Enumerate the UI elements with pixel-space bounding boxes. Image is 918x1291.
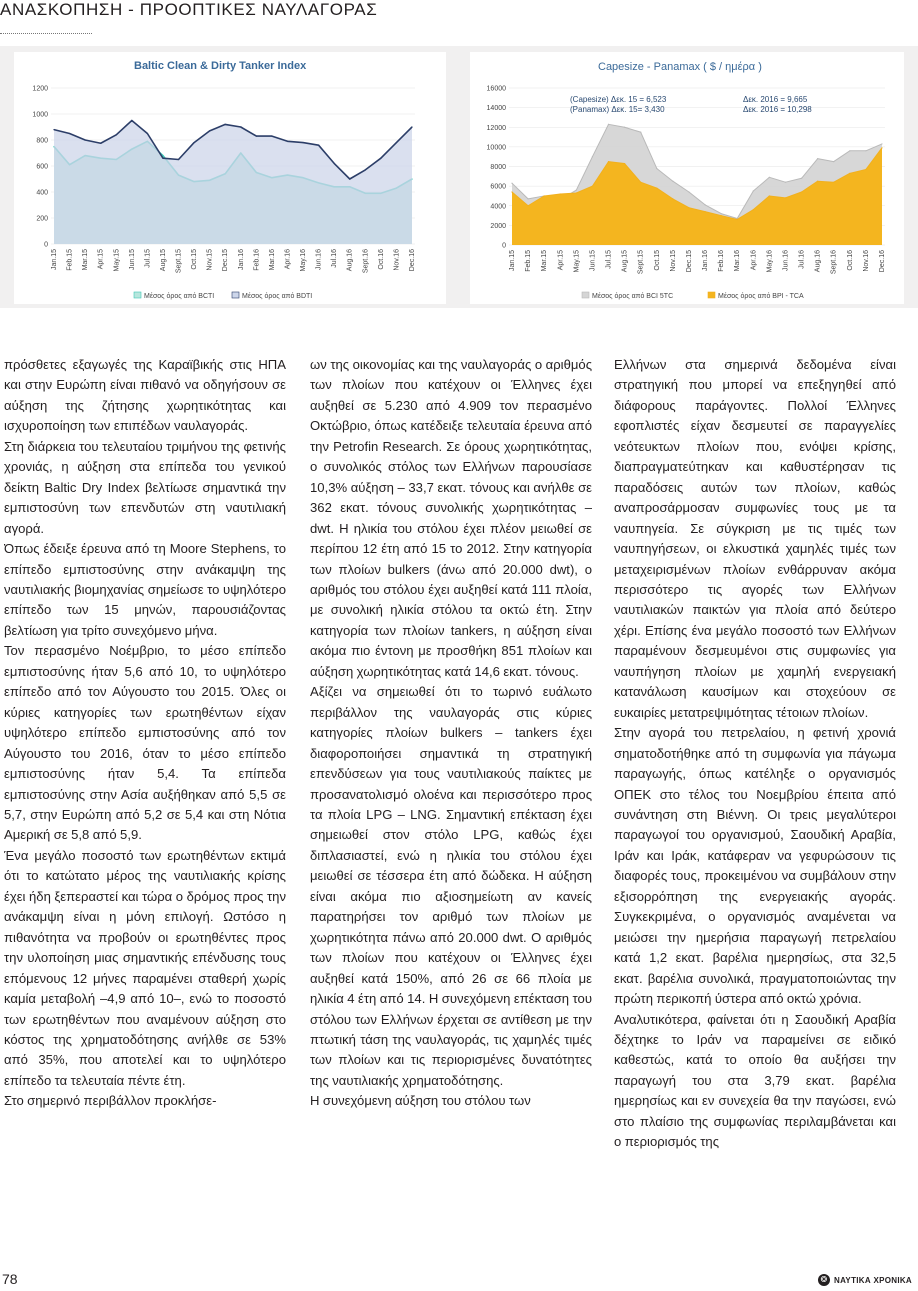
x-tick-label: Jan.15 (51, 249, 58, 271)
data-point (721, 213, 722, 214)
x-tick-label: Dec.16 (879, 250, 886, 273)
article-column-1 (4, 355, 286, 1260)
data-point (865, 169, 866, 170)
data-point (147, 133, 148, 134)
y-tick-label: 1000 (32, 111, 48, 119)
data-point (162, 155, 163, 156)
brand-logo-icon: ❂ (818, 1274, 830, 1286)
data-point (817, 181, 818, 182)
data-point (624, 163, 625, 164)
data-point (849, 150, 850, 151)
data-point (511, 191, 512, 192)
x-tick-label: Jan.16 (237, 249, 245, 271)
baltic-tanker-chart-svg (14, 52, 446, 304)
data-point (69, 133, 70, 134)
x-tick-label: Sept.15 (637, 250, 645, 275)
x-tick-label: Aug.16 (814, 250, 822, 273)
data-point (833, 182, 834, 183)
data-point (785, 197, 786, 198)
data-point (396, 142, 397, 143)
data-point (116, 134, 117, 135)
legend-swatch (582, 292, 589, 298)
x-tick-label: Feb.16 (718, 250, 726, 272)
x-tick-label: Jun.15 (128, 249, 136, 271)
x-tick-label: Feb.15 (525, 250, 533, 272)
y-tick-label: 0 (44, 241, 48, 249)
data-point (592, 156, 593, 157)
dec16-annotation-b: Δεκ. 2016 = 10,298 (743, 105, 812, 114)
data-point (881, 143, 882, 144)
x-tick-label: Oct.16 (846, 250, 854, 271)
page-number: 78 (2, 1271, 18, 1287)
data-point (511, 183, 512, 184)
x-tick-label: Aug.15 (159, 249, 167, 272)
x-tick-label: May.15 (113, 249, 121, 272)
x-tick-label: Nov.15 (206, 249, 214, 271)
chart-title: Capesize - Panamax ( $ / ημέρα ) (598, 61, 762, 73)
x-tick-label: Nov.16 (862, 250, 870, 272)
paragraph: Στη διάρκεια του τελευταίου τριμήνου της φετινής χρονιάς, η αύξηση στα επίπεδα του γενικού δείκτη Baltic Dry Index βελτίωσε σημαντικά την εμπιστοσύνη των επενδυτών στη ναυτιλιακή αγορά. (4, 438, 286, 536)
x-tick-label: Nov.16 (393, 249, 401, 271)
x-tick-label: Mar.15 (541, 250, 549, 272)
data-point (256, 136, 257, 137)
data-point (53, 129, 54, 130)
header-divider (0, 33, 92, 34)
x-tick-label: Jul.15 (144, 249, 152, 268)
article-column-2 (310, 355, 592, 1260)
x-tick-label: Feb.16 (253, 249, 261, 271)
data-point (688, 191, 689, 192)
y-tick-label: 10000 (486, 144, 506, 152)
x-tick-label: Apr.16 (750, 250, 758, 271)
capesize-panamax-chart-svg (470, 52, 904, 304)
y-tick-label: 14000 (486, 105, 506, 113)
brand-name: ΝΑΥΤΙΚΑ ΧΡΟΝΙΚΑ (834, 1275, 912, 1285)
x-tick-label: Oct.15 (191, 249, 199, 270)
capesize-panamax-chart (470, 52, 904, 304)
x-tick-label: Mar.16 (268, 249, 276, 271)
footer-brand (818, 1274, 912, 1286)
x-tick-label: Apr.16 (284, 249, 292, 270)
data-point (411, 126, 412, 127)
data-point (162, 158, 163, 159)
x-tick-label: Feb.15 (66, 249, 74, 271)
data-point (721, 215, 722, 216)
y-tick-label: 1200 (32, 85, 48, 93)
x-tick-label: Sept.15 (175, 249, 183, 274)
paragraph: ων της οικονομίας και της ναυλαγοράς ο αριθμός των πλοίων που κατέχουν οι Έλληνες έχει αυξηθεί σε 5.230 από 4.909 τον περασμένο Οκτώβριο, όπως κατέδειξε τελευταία έρευνα από την Petrofin Research. Σε όρους χωρητικότητας, ο συνολικός στόλος των Ελλήνων παρουσίασε 10,3% αύξηση – 33,7 εκατ. τόνους και ανήλθε σε 362 εκατ. τόνους συνολικής χωρητικότητας – dwt. Η ηλικία του στόλου έχει πλέον μειωθεί σε περίπου 12 έτη από 15 το 2012. Στην κατηγορία των πλοίων bulkers (άνω από 20.000 dwt), ο αριθμός του στόλου έχει αυξηθεί κατά 111 πλοία, με συνολική ηλικία στόλου τα οκτώ έτη. Στην κατηγορία των πλοίων tankers, η αύξηση είναι ακόμα πιο έντονη με προσθήκη 851 πλοίων και αύξηση χωρητικότητας κατά 14,6 εκατ. τόνους. (310, 357, 592, 679)
x-tick-label: Mar.16 (734, 250, 742, 272)
y-tick-label: 8000 (490, 164, 506, 171)
legend-label: Μέσος όρος από BPI - TCA (718, 293, 804, 300)
y-tick-label: 400 (36, 189, 48, 197)
data-point (704, 204, 705, 205)
x-tick-label: Aug.16 (346, 249, 354, 272)
x-tick-label: Jun.16 (782, 250, 790, 272)
y-tick-label: 0 (502, 242, 506, 250)
capesize-dec15-annotation: (Capesize) Δεκ. 15 = 6,523 (570, 95, 667, 104)
data-point (302, 142, 303, 143)
panamax-dec15-annotation: (Panamax) Δεκ. 15= 3,430 (570, 105, 665, 114)
x-tick-label: May.16 (766, 250, 774, 273)
legend-label: Μέσος όρος από BCTI (144, 293, 215, 300)
y-tick-label: 800 (36, 137, 48, 145)
x-tick-label: Jan.16 (702, 249, 710, 272)
x-tick-label: Oct.15 (653, 250, 661, 271)
data-point (833, 161, 834, 162)
data-point (178, 159, 179, 160)
baltic-tanker-chart (14, 52, 446, 304)
data-point (849, 173, 850, 174)
data-point (737, 219, 738, 220)
data-point (225, 124, 226, 125)
paragraph: Ένα μεγάλο ποσοστό των ερωτηθέντων εκτιμά ότι το κατώτατο μέρος της ναυτιλιακής κρίσης έχει ήδη ξεπεραστεί και τώρα ο δρόμος προς την ανάκαμψη είναι η μόνη επιλογή. Ωστόσο η πιθανότητα να προβούν οι ερωτηθέντες προς την υλοποίηση μιας σημαντικής επένδυσης τους επόμενους 12 μήνες παραμένει σταθερή χωρίς καμία μεταβολή –4,9 από 10–, ενώ το ποσοστό των ερωτηθέντων που αναμένουν αύξηση στο κόστος της χρηματοδότησης ανήλθε σε 53% από 35%, που αποτελεί και το υψηλότερο επίπεδο τα τελευταία πέντε έτη. (4, 847, 286, 1088)
x-tick-label: Dec.15 (685, 250, 693, 273)
paragraph: Όπως έδειξε έρευνα από τη Moore Stephens, το επίπεδο εμπιστοσύνης στην ανάκαμψη της ναυτιλιακής βιομηχανίας σημείωσε το υψηλότερο επίπεδο των 15 μηνών, παρουσιάζοντας βελτίωση για τρίτο συνεχόμενο μήνα. (4, 541, 286, 638)
x-tick-label: Jan.15 (509, 250, 516, 272)
data-point (624, 127, 625, 128)
data-point (576, 192, 577, 193)
data-point (318, 145, 319, 146)
data-point (769, 195, 770, 196)
data-point (193, 142, 194, 143)
data-point (592, 186, 593, 187)
paragraph: Στο σημερινό περιβάλλον προκλήσε- (4, 1093, 217, 1109)
x-tick-label: May.15 (573, 250, 581, 273)
data-point (640, 182, 641, 183)
section-title: ΑΝΑΣΚΟΠΗΣΗ - ΠΡΟΟΠΤΙΚΕΣ ΝΑΥΛΑΓΟΡΑΣ (0, 0, 378, 19)
paragraph: Αναλυτικότερα, φαίνεται ότι η Σαουδική Αραβία δέχτηκε το Ιράν να παραμείνει σε ειδικό καθεστώς, κατά το οποίο θα αυξήσει την παραγωγή του στα 3,79 εκατ. βαρέλια ημερησίως και εν συνεχεία θα την παγώσει, ενώ στο πλαίσιο της συμφωνίας περιλαμβάνεται και ο περιορισμός της (614, 1011, 896, 1150)
data-point (640, 132, 641, 133)
paragraph: Η συνεχόμενη αύξηση του στόλου των (310, 1093, 531, 1109)
x-tick-label: Nov.15 (669, 250, 677, 272)
data-point (688, 207, 689, 208)
legend-label: Μέσος όρος από BCI 5TC (592, 293, 674, 300)
x-tick-label: Jun.16 (315, 249, 323, 271)
data-point (287, 141, 288, 142)
paragraph: πρόσθετες εξαγωγές της Καραϊβικής στις ΗΠΑ και στην Ευρώπη είναι πιθανό να οδηγήσουν σε αύξηση της ζήτησης χωρητικότητας και ισχυροποίηση των επιπέδων ναυλαγοράς. (4, 357, 286, 434)
legend-label: Μέσος όρος από BDTI (242, 293, 313, 300)
data-point (544, 195, 545, 196)
y-tick-label: 4000 (490, 203, 506, 211)
article-column-3 (614, 355, 896, 1260)
data-point (672, 198, 673, 199)
data-point (334, 163, 335, 164)
data-point (271, 136, 272, 137)
data-point (608, 124, 609, 125)
x-tick-label: Apr.15 (557, 250, 565, 271)
y-tick-label: 12000 (486, 124, 506, 132)
data-point (85, 139, 86, 140)
data-point (608, 161, 609, 162)
x-tick-label: Sept.16 (830, 250, 838, 275)
x-tick-label: Jul.15 (605, 250, 613, 269)
x-tick-label: Sept.16 (362, 249, 370, 274)
data-point (349, 178, 350, 179)
legend-swatch (708, 292, 715, 298)
data-point (560, 193, 561, 194)
data-point (672, 181, 673, 182)
x-tick-label: May.16 (300, 249, 308, 272)
dec16-annotation-a: Δεκ. 2016 = 9,665 (743, 95, 808, 104)
data-point (801, 191, 802, 192)
paragraph: Αξίζει να σημειωθεί ότι το τωρινό ευάλωτο περιβάλλον της ναυλαγοράς στις κύριες κατηγορίες πλοίων bulkers – tankers έχει διαφοροποιήσει σημαντικά τη στρατηγική επενδύσεων για τους ναυτιλιακούς παίκτες με προσανατολισμό ολοένα και περισσότερο προς τα πλοία LPG – LNG. Σημαντική επέκταση έχει σημειωθεί στον στόλο LPG, καθώς έχει διπλασιαστεί, ενώ η ηλικία του στόλου έχει μειωθεί σε τέσσερα έτη από δώδεκα. Η αύξηση είναι ακόμα πιο αξιοσημείωτη αν κανείς παρατηρήσει τον αριθμό των πλοίων με χωρητικότητα πάνω από 20.000 dwt. Ο αριθμός των πλοίων που κατέχουν οι Έλληνες έχει αυξηθεί κατά 150%, από 26 σε 66 πλοία με ηλικία 4 έτη από 14. Η συνεχόμενη επέκταση του στόλου των Ελλήνων έρχεται σε αντίθεση με την πτωτική τάση της ναυλαγοράς, τις χαμηλές τιμές των πλοίων και τις περιορισμένες δυνατότητες της ναυτιλιακής χρηματοδότησης. (310, 684, 592, 1088)
data-point (704, 211, 705, 212)
data-point (576, 189, 577, 190)
data-point (527, 205, 528, 206)
x-tick-label: Dec.15 (222, 249, 230, 272)
x-tick-label: Dec.16 (409, 249, 416, 272)
paragraph: Στην αγορά του πετρελαίου, η φετινή χρονιά σηματοδοτήθηκε από τη συμφωνία για πάγωμα παραγωγής, όπως κατέληξε ο οργανισμός ΟΠΕΚ στο τέλος του Νοεμβρίου έπειτα από συνάντηση στη Βιέννη. Οι τρεις μεγαλύτεροι παραγωγοί του οργανισμού, Σαουδική Αραβία, Ιράν και Ιράκ, κατάφεραν να γεφυρώσουν τις διαφορές τους, προκειμένου να συμβάλουν στην εξισορρόπηση της ενεργειακής αγοράς. Συγκεκριμένα, ο οργανισμός αναμένεται να μειώσει την ημερήσια παραγωγή πετρελαίου κατά 1,2 εκατ. βαρέλια ημερησίως, στα 32,5 εκατ. βαρέλια συνολικά, πραγματοποιώντας την πρώτη περικοπή ύστερα από οκτώ χρόνια. (614, 725, 896, 1007)
legend-swatch (232, 292, 239, 298)
data-point (656, 187, 657, 188)
data-point (785, 182, 786, 183)
y-tick-label: 16000 (486, 85, 506, 93)
x-tick-label: Apr.15 (97, 249, 105, 270)
x-tick-label: Jul.16 (331, 249, 339, 268)
data-point (527, 198, 528, 199)
y-tick-label: 600 (36, 163, 48, 171)
paragraph: Τον περασμένο Νοέμβριο, το μέσο επίπεδο εμπιστοσύνης ήταν 5,6 από 10, το υψηλότερο επίπεδο από τον Αύγουστο του 2015. Όλες οι κύριες κατηγορίες των ερωτηθέντων είχαν υψηλότερο επίπεδο εμπιστοσύνης από τον Αύγουστο του 2016, όταν το μέσο επίπεδο εμπιστοσύνης ήταν 5,4. Τα επίπεδα εμπιστοσύνης στην Ασία αυξήθηκαν από 5,5 σε 5,7, στην Ευρώπη από 5,2 σε 5,4 και στη Νότια Αμερική σε 5,8 από 5,9. (4, 643, 286, 843)
x-tick-label: Aug.15 (621, 250, 629, 273)
data-point (817, 158, 818, 159)
y-tick-label: 6000 (490, 183, 506, 191)
x-tick-label: Oct.16 (377, 249, 385, 270)
x-tick-label: Jul.16 (798, 250, 806, 269)
data-point (753, 209, 754, 210)
data-point (769, 177, 770, 178)
data-point (801, 178, 802, 179)
data-point (380, 158, 381, 159)
data-point (131, 120, 132, 121)
x-tick-label: Jun.15 (589, 250, 597, 272)
data-point (865, 150, 866, 151)
y-tick-label: 200 (36, 215, 48, 223)
data-point (100, 143, 101, 144)
paragraph: Ελλήνων στα σημερινά δεδομένα είναι στρατηγική που μπορεί να επεξηγηθεί από διάφορους παράγοντες. Πολλοί Έλληνες εφοπλιστές είχαν δεσμευτεί σε παραγγελίες νεότευκτων πλοίων που, ενόψει κρίσης, διαπραγματεύτηκαν και καθυστέρησαν τις παραδόσεις αυτών των πλοίων, καθώς αναπροσάρμοσαν συμφωνίες τους με τα ναυπηγεία. Σε σύγκριση με τις τιμές των ναυπηγήσεων, οι ελκυστικά χαμηλές τιμές των μεταχειρισμένων πλοίων ενθάρρυναν ακόμα περισσότερο τις αγορές των Ελλήνων ναυτιλιακών παικτών για πλοία από δεύτερο χέρι. Επίσης ένα μεγάλο ποσοστό των Ελλήνων παραμένουν δεσμευμένοι στις συμφωνίες για ναυπήγηση πλοίων με χαμηλή ενεργειακή κατανάλωση καυσίμων και στοχεύουν σε ευκαιρίες μετατρεψιμότητας τέτοιων πλοίων. (614, 357, 896, 720)
chart-title: Baltic Clean & Dirty Tanker Index (134, 60, 307, 72)
data-point (881, 147, 882, 148)
data-point (240, 126, 241, 127)
legend-swatch (134, 292, 141, 298)
data-point (753, 190, 754, 191)
data-point (209, 130, 210, 131)
y-tick-label: 2000 (490, 222, 506, 230)
data-point (656, 168, 657, 169)
data-point (365, 169, 366, 170)
x-tick-label: Mar.15 (82, 249, 90, 271)
